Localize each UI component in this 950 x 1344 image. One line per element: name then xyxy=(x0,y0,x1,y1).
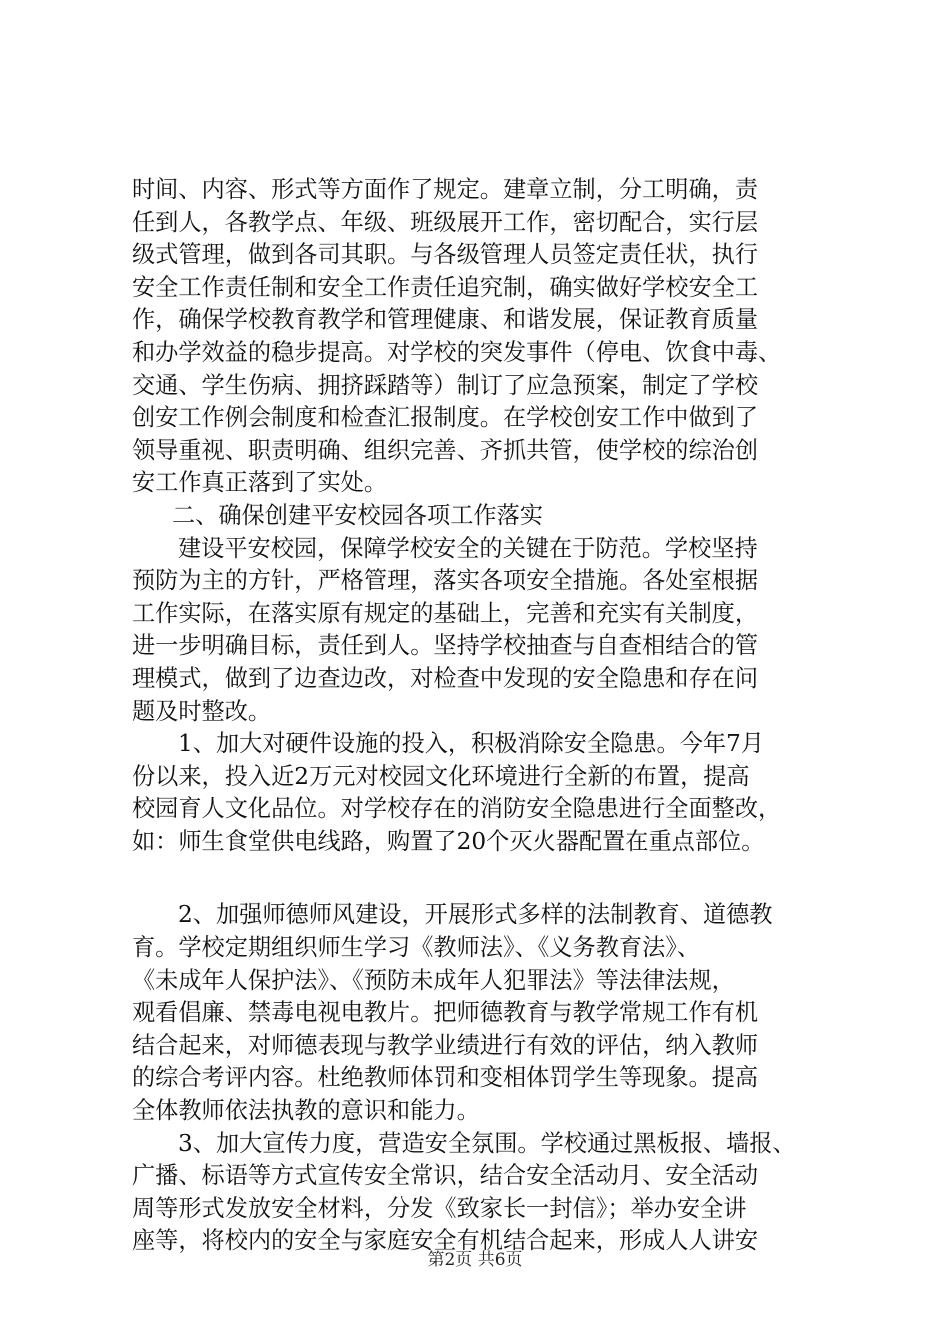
text-line: 安工作真正落到了实处。 xyxy=(132,469,388,497)
text-line: 座等，将校内的安全与家庭安全有机结合起来，形成人人讲安 xyxy=(132,1227,759,1255)
text-line: 全体教师依法执教的意识和能力。 xyxy=(132,1097,480,1125)
text-line: 周等形式发放安全材料，分发《致家长一封信》；举办安全讲 xyxy=(132,1194,747,1222)
text-line: 《未成年人保护法》、《预防未成年人犯罪法》等法律法规， xyxy=(132,966,735,994)
text-line: 2、加强师德师风建设，开展形式多样的法制教育、道德教 xyxy=(178,901,773,929)
text-line: 结合起来，对师德表现与教学业绩进行有效的评估，纳入教师 xyxy=(132,1031,759,1059)
text-line: 校园育人文化品位。对学校存在的消防安全隐患进行全面整改， xyxy=(132,795,782,823)
text-line: 如：师生食堂供电线路，购置了20个灭火器配置在重点部位。 xyxy=(132,827,765,855)
text-line: 的综合考评内容。杜绝教师体罚和变相体罚学生等现象。提高 xyxy=(132,1064,759,1092)
text-line: 时间、内容、形式等方面作了规定。建章立制，分工明确，责 xyxy=(132,176,759,203)
text-line: 进一步明确目标，责任到人。坚持学校抽查与自查相结合的管 xyxy=(132,632,759,660)
text-line: 级式管理，做到各司其职。与各级管理人员签定责任状，执行 xyxy=(132,241,759,269)
text-line: 广播、标语等方式宣传安全常识，结合安全活动月、安全活动 xyxy=(132,1162,759,1190)
text-line: 建设平安校园，保障学校安全的关键在于防范。学校坚持 xyxy=(178,534,758,562)
text-line: 工作实际，在落实原有规定的基础上，完善和充实有关制度， xyxy=(132,599,759,627)
text-line: 份以来，投入近2万元对校园文化环境进行全新的布置，提高 xyxy=(132,762,750,790)
section-heading: 二、确保创建平安校园各项工作落实 xyxy=(172,501,543,529)
text-line: 3、加大宣传力度，营造安全氛围。学校通过黑板报、墙报、 xyxy=(178,1129,796,1157)
document-body xyxy=(132,174,832,1258)
paragraph-gap xyxy=(132,858,832,899)
text-line: 任到人，各教学点、年级、班级展开工作，密切配合，实行层 xyxy=(132,208,759,236)
page-number-footer: 第2页 共6页 xyxy=(427,1250,523,1270)
text-line: 作，确保学校教育教学和管理健康、和谐发展，保证教育质量 xyxy=(132,306,759,334)
text-line: 安全工作责任制和安全工作责任追究制，确实做好学校安全工 xyxy=(132,273,759,301)
text-line: 题及时整改。 xyxy=(132,697,272,725)
text-line: 和办学效益的稳步提高。对学校的突发事件（停电、饮食中毒、 xyxy=(132,338,782,366)
text-line: 理模式，做到了边查边改，对检查中发现的安全隐患和存在问 xyxy=(132,664,759,692)
text-line: 育。学校定期组织师生学习《教师法》、《义务教育法》、 xyxy=(132,934,701,962)
text-line: 交通、学生伤病、拥挤踩踏等）制订了应急预案，制定了学校 xyxy=(132,371,759,399)
text-line: 预防为主的方针，严格管理，落实各项安全措施。各处室根据 xyxy=(132,567,759,595)
text-line: 观看倡廉、禁毒电视电教片。把师德教育与教学常规工作有机 xyxy=(132,999,759,1027)
text-line: 1、加大对硬件设施的投入，积极消除安全隐患。今年7月 xyxy=(178,730,765,758)
text-line: 领导重视、职责明确、组织完善、齐抓共管，使学校的综治创 xyxy=(132,436,759,464)
text-line: 创安工作例会制度和检查汇报制度。在学校创安工作中做到了 xyxy=(132,404,759,432)
